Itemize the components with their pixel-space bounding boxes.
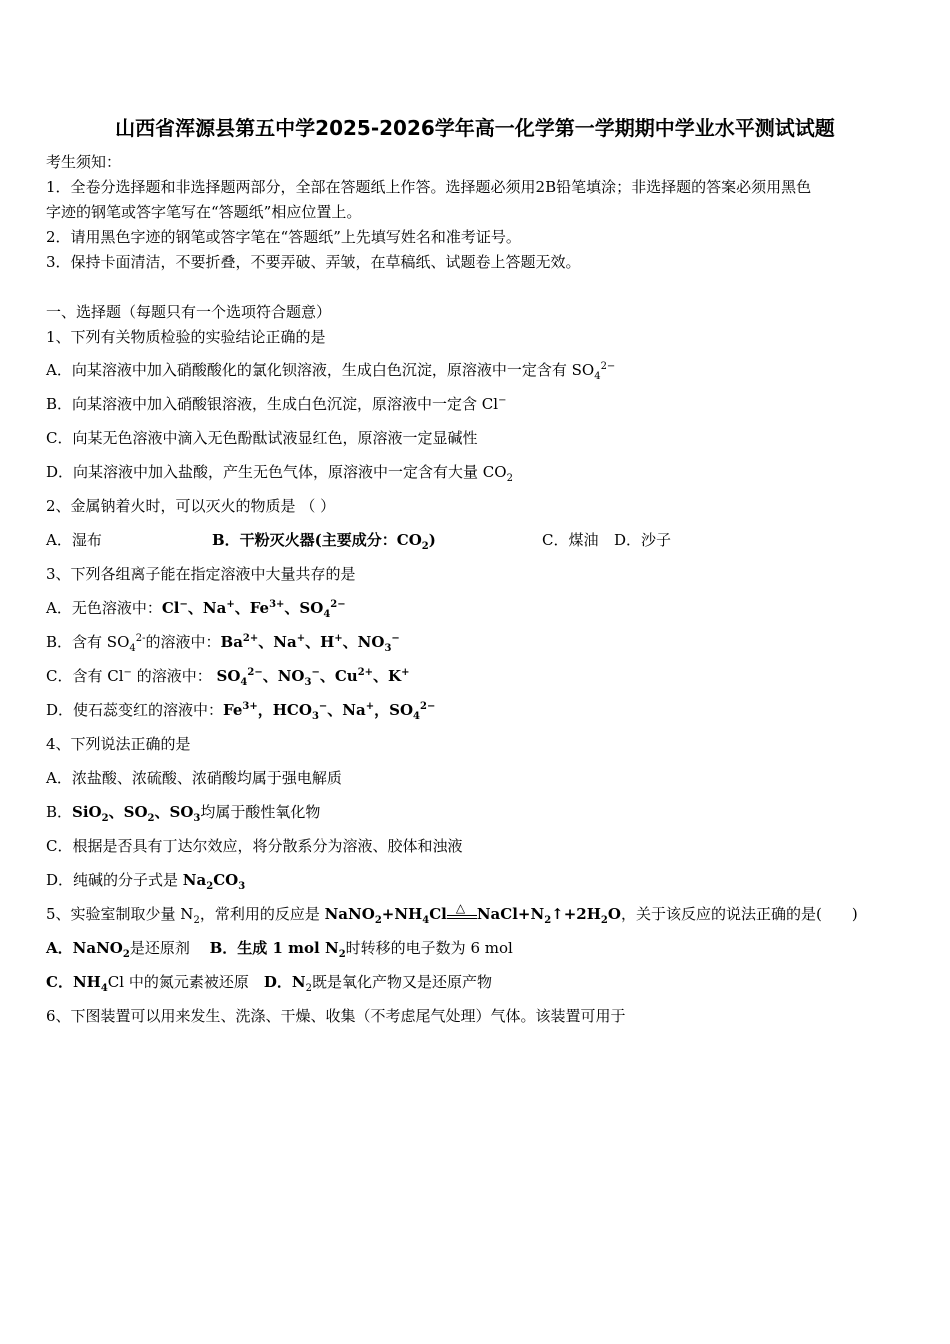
section-heading: 一、选择题（每题只有一个选项符合题意） [46, 303, 332, 321]
q4-stem: 4、下列说法正确的是 [46, 735, 191, 753]
notice-item-2: 2．请用黑色字迹的钢笔或答字笔在“答题纸”上先填写姓名和准考证号。 [46, 228, 521, 246]
q4-option-c: C．根据是否具有丁达尔效应，将分散系分为溶液、胶体和浊液 [46, 837, 463, 855]
q5-stem: 5、实验室制取少量 $N_2$，常利用的反应是 $NaNO_2+NH_4Cl$ △ $NaCl+N_2↑+2H_2O$，关于该反应的说法正确的是( ) [46, 901, 858, 926]
notice-heading: 考生须知： [46, 153, 122, 171]
q2-option-d: D．沙子 [614, 531, 672, 549]
q3-option-c: C．含有 Cl− 的溶液中： $SO_4^{2-}$、$NO_3^-$、$Cu^{2+}$、K+ [46, 667, 410, 688]
notice-item-3: 3．保持卡面清洁，不要折叠，不要弄破、弄皱，在草稿纸、试题卷上答题无效。 [46, 253, 581, 271]
q2-options [46, 530, 671, 550]
notice-item-1b: 字迹的钢笔或答字笔写在“答题纸”相应位置上。 [46, 203, 362, 221]
q2-stem: 2、金属钠着火时，可以灭火的物质是 （ ） [46, 497, 336, 515]
page-title: 山西省浑源县第五中学2025-2026学年高一化学第一学期期中学业水平测试试题 [115, 116, 835, 140]
q1-option-b: B．向某溶液中加入硝酸银溶液，生成白色沉淀，原溶液中一定含 Cl− [46, 395, 507, 413]
q2-option-a: A．湿布 [46, 531, 102, 549]
notice-item-1a: 1．全卷分选择题和非选择题两部分，全部在答题纸上作答。选择题必须用2B铅笔填涂；非选择题的答案必须用黑色 [46, 178, 812, 196]
q3-option-b: B．含有 $SO_4^{2-}$的溶液中：$Ba^{2+}$、Na+、H+、$NO_3^-$ [46, 633, 400, 654]
q5-options-ab: A．NaNO$_2$是还原剂 B．生成 1 mol $N_2$时转移的电子数为 6 mol [46, 939, 513, 960]
q3-stem: 3、下列各组离子能在指定溶液中大量共存的是 [46, 565, 356, 583]
q2-option-b: B．干粉灭火器(主要成分：$CO_2$) [212, 531, 436, 552]
heat-triangle-icon: △ [447, 904, 477, 922]
q3-option-a: A．无色溶液中：Cl−、Na+、$Fe^{3+}$、$SO_4^{2-}$ [46, 599, 346, 620]
q1-option-c: C．向某无色溶液中滴入无色酚酞试液显红色，原溶液一定显碱性 [46, 429, 478, 447]
q4-option-d: D．纯碱的分子式是 $Na_2CO_3$ [46, 871, 246, 892]
q1-stem: 1、下列有关物质检验的实验结论正确的是 [46, 328, 326, 346]
q1-option-d: D．向某溶液中加入盐酸，产生无色气体，原溶液中一定含有大量 $CO_2$ [46, 463, 513, 484]
q5-options-cd: C．$NH_4Cl$ 中的氮元素被还原 D．$N_2$既是氧化产物又是还原产物 [46, 973, 492, 994]
q3-option-d: D．使石蕊变红的溶液中：$Fe^{3+}$，$HCO_3^-$、Na+，$SO_4^{2-}$ [46, 701, 436, 722]
q1-option-a: A．向某溶液中加入硝酸酸化的氯化钡溶液，生成白色沉淀，原溶液中一定含有 $SO_4^{2-}$ [46, 361, 616, 382]
q6-stem: 6、下图装置可以用来发生、洗涤、干燥、收集（不考虑尾气处理）气体。该装置可用于 [46, 1007, 626, 1025]
q4-option-a: A．浓盐酸、浓硫酸、浓硝酸均属于强电解质 [46, 769, 342, 787]
q4-option-b: B．SiO$_2$、$SO_2$、$SO_3$均属于酸性氧化物 [46, 803, 321, 824]
q2-option-c: C．煤油 [542, 531, 599, 549]
